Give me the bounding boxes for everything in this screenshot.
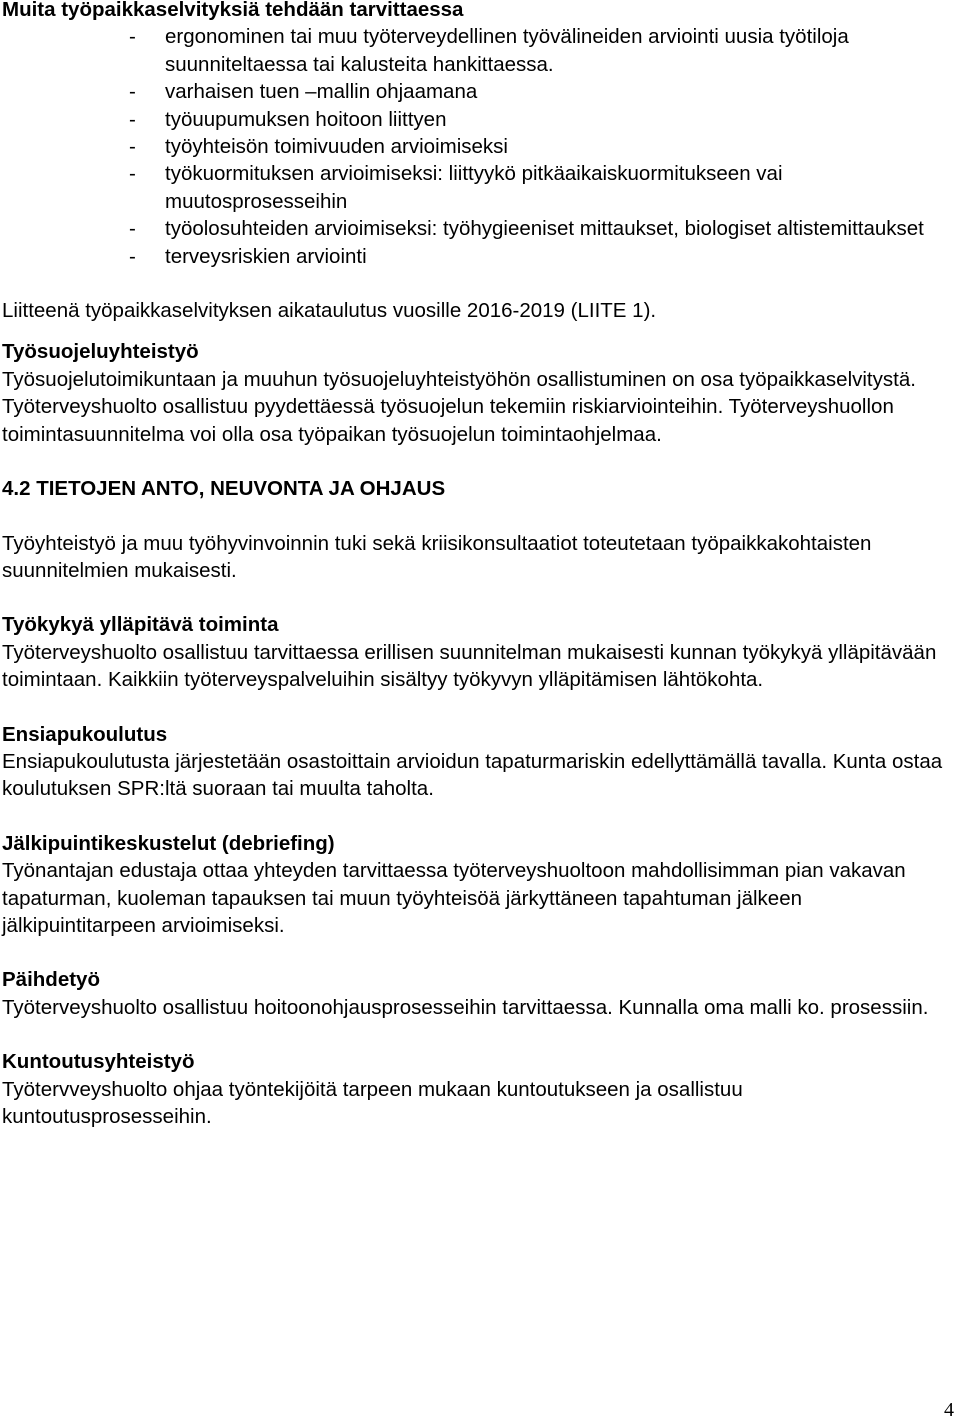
list-item-text: ergonominen tai muu työterveydellinen työvälineiden arviointi uusia työtiloja suunniteltaessa tai kalusteita hankittaessa. bbox=[165, 25, 849, 76]
heading-tyosuojeluyhteistyo: Työsuojeluyhteistyö bbox=[2, 340, 199, 364]
list-item bbox=[2, 160, 954, 215]
section-heading-other-assessments: Muita työpaikkaselvityksiä tehdään tarvittaessa bbox=[2, 0, 464, 21]
list-item-text: työyhteisön toimivuuden arvioimiseksi bbox=[165, 135, 508, 159]
page-number: 4 bbox=[944, 1399, 954, 1421]
list-item-text: varhaisen tuen –mallin ohjaamana bbox=[165, 80, 478, 104]
heading-kuntoutusyhteistyo: Kuntoutusyhteistyö bbox=[2, 1050, 195, 1074]
paragraph-kuntoutusyhteistyo: Työtervveyshuolto ohjaa työntekijöitä tarpeen mukaan kuntoutukseen ja osallistuu kuntoutusprosesseihin. bbox=[2, 1077, 743, 1128]
list-item bbox=[2, 106, 954, 133]
heading-ensiapukoulutus: Ensiapukoulutus bbox=[2, 722, 168, 746]
paragraph-ensiapukoulutus: Ensiapukoulutusta järjestetään osastoittain arvioidun tapaturmariskin edellyttämällä tavalla. Kunta ostaa koulutuksen SPR:ltä suoraan tai muulta taholta. bbox=[2, 749, 943, 801]
list-item-text: työuupumuksen hoitoon liittyen bbox=[165, 107, 447, 131]
heading-jalkipuinti: Jälkipuintikeskustelut (debriefing) bbox=[2, 831, 335, 855]
heading-tyokyky: Työkykyä ylläpitävä toiminta bbox=[2, 613, 279, 637]
document-page bbox=[2, 0, 954, 1130]
paragraph-paihdetyo: Työterveyshuolto osallistuu hoitoonohjausprosesseihin tarvittaessa. Kunnalla oma malli ko. prosessiin. bbox=[2, 995, 929, 1019]
list-dash: - bbox=[129, 162, 136, 186]
appendix-note: Liitteenä työpaikkaselvityksen aikataulutus vuosille 2016-2019 (LIITE 1). bbox=[2, 299, 657, 323]
list-item bbox=[2, 215, 954, 242]
list-item bbox=[2, 23, 954, 78]
list-dash: - bbox=[129, 25, 136, 49]
list-dash: - bbox=[129, 135, 136, 159]
list-dash: - bbox=[129, 217, 136, 241]
list-item bbox=[2, 243, 954, 270]
assessment-list bbox=[2, 23, 954, 270]
paragraph-section-4-2: Työyhteistyö ja muu työhyvinvoinnin tuki sekä kriisikonsultaatiot toteutetaan työpaikkakohtaisten suunnitelmien mukaisesti. bbox=[2, 531, 872, 582]
paragraph-tyosuojeluyhteistyo: Työsuojelutoimikuntaan ja muuhun työsuojeluyhteistyöhön osallistuminen on osa työpaikkaselvitystä. Työterveyshuolto osallistuu pyydettäessä työsuojelun tekemiin riskiarviointeihin. Työterveyshuollon toimintasuunnitelma voi olla osa työpaikan työsuojelun toimintaohjelmaa. bbox=[2, 367, 916, 446]
heading-paihdetyo: Päihdetyö bbox=[2, 968, 100, 992]
list-item bbox=[2, 78, 954, 105]
paragraph-tyokyky: Työterveyshuolto osallistuu tarvittaessa erillisen suunnitelman mukaisesti kunnan työkykyä ylläpitävään toimintaan. Kaikkiin työterveyspalveluihin sisältyy työkyvyn ylläpitämisen lähtökohta. bbox=[2, 640, 937, 692]
list-dash: - bbox=[129, 244, 136, 268]
paragraph-jalkipuinti: Työnantajan edustaja ottaa yhteyden tarvittaessa työterveyshuoltoon mahdollisimman pian vakavan tapaturman, kuoleman tapauksen tai muun työyhteisöä järkyttäneen tapahtuman jälkeen jälkipuintitarpeen arvioimiseksi. bbox=[2, 859, 906, 937]
list-item-text: työkuormituksen arvioimiseksi: liittyykö pitkäaikaiskuormitukseen vai muutosprosesseihin bbox=[165, 162, 783, 213]
list-dash: - bbox=[129, 107, 136, 131]
list-dash: - bbox=[129, 80, 136, 104]
list-item-text: työolosuhteiden arvioimiseksi: työhygieeniset mittaukset, biologiset altistemittaukset bbox=[165, 217, 924, 241]
list-item bbox=[2, 133, 954, 160]
section-title-4-2: 4.2 TIETOJEN ANTO, NEUVONTA JA OHJAUS bbox=[2, 477, 446, 501]
list-item-text: terveysriskien arviointi bbox=[165, 244, 367, 268]
